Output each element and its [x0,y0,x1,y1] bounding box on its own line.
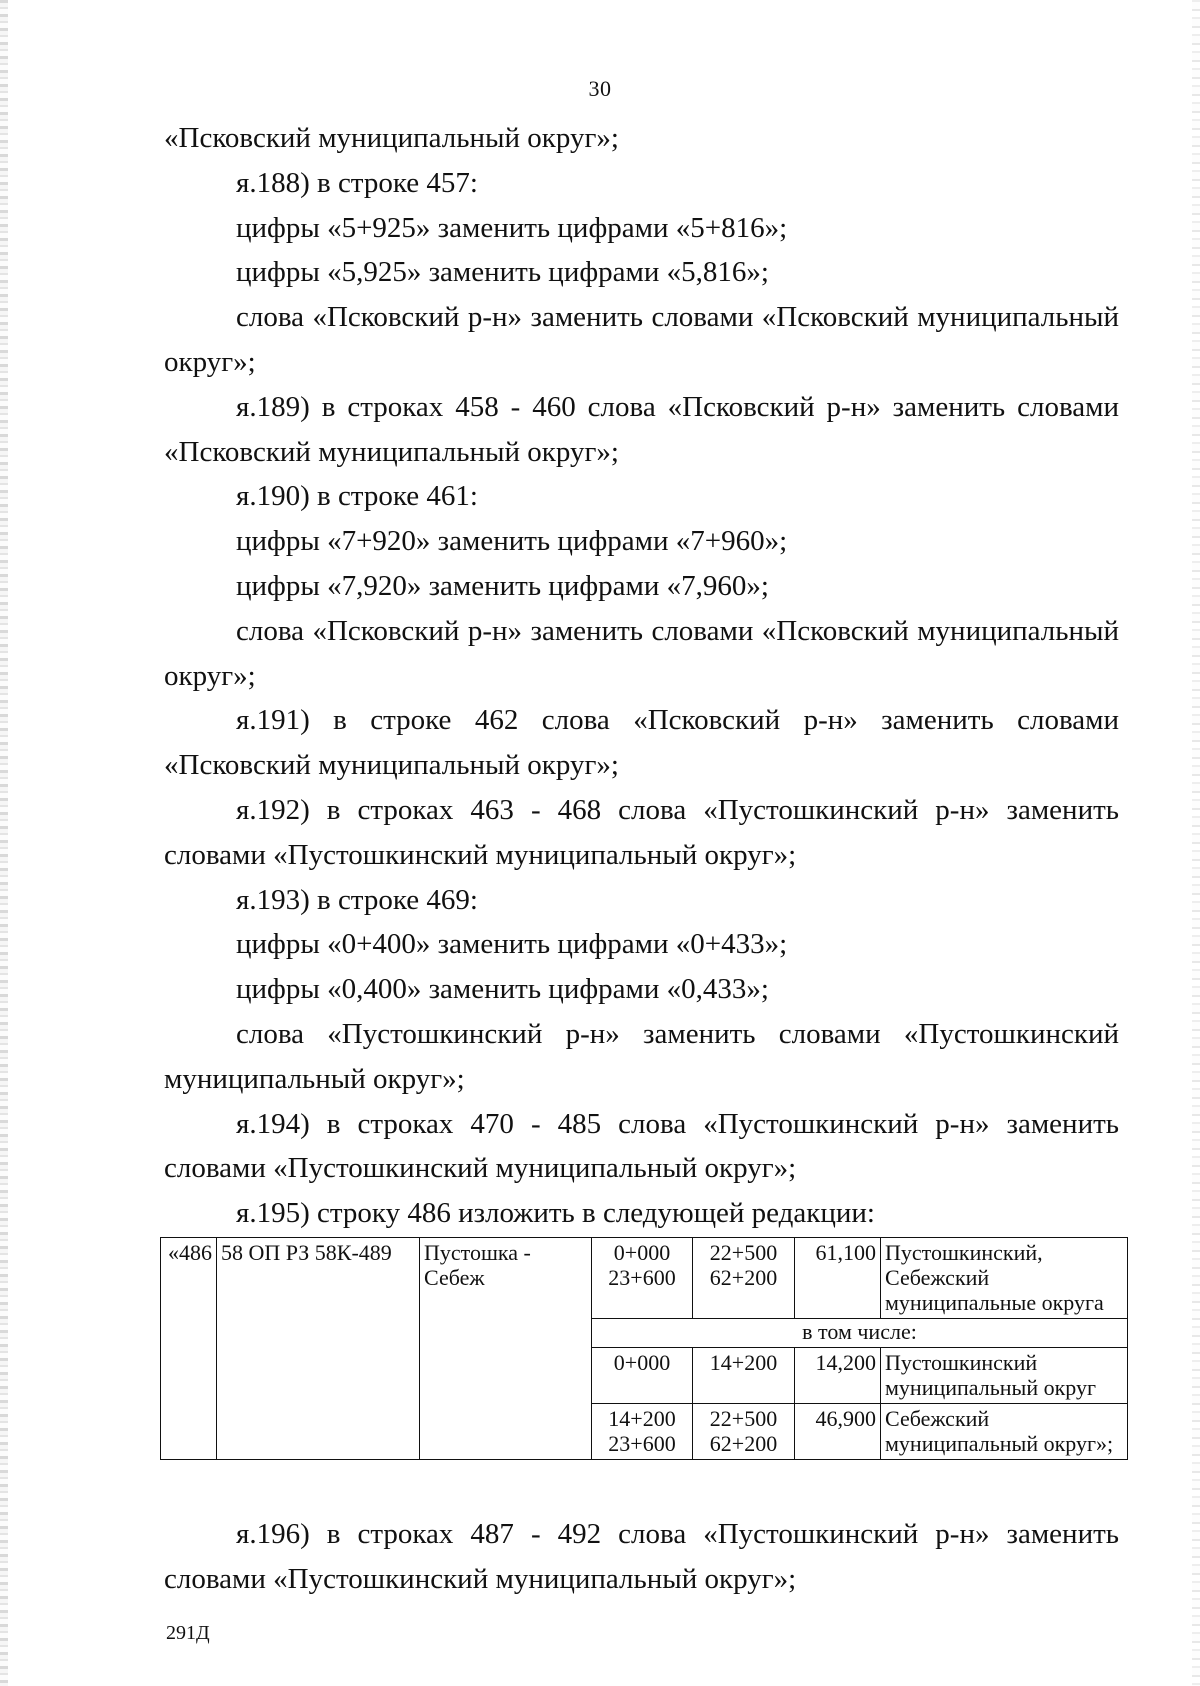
paragraph: я.188) в строке 457: [236,166,478,199]
scan-edge-right [1192,0,1200,1686]
end-km-value: 22+500 [709,1406,778,1431]
end-km-cell [693,1348,795,1404]
paragraph: я.194) в строках 470 - 485 слова «Пустошкинский р-н» заменить словами «Пустошкинский муниципальный округ»; [164,1107,1119,1185]
document-code: 291Д [166,1622,210,1644]
page-number: 30 [588,76,612,101]
paragraph: слова «Псковский р-н» заменить словами «Псковский муниципальный округ»; [164,614,1119,692]
paragraph: цифры «5+925» заменить цифрами «5+816»; [236,211,788,244]
paragraph: «Псковский муниципальный округ»; [164,122,619,154]
start-km-value: 14+200 [608,1406,676,1431]
road-id-cell: 58 ОП РЗ 58К-489 [217,1238,420,1460]
start-km-value: 0+000 [613,1240,671,1265]
paragraph: я.195) строку 486 изложить в следующей редакции: [236,1197,875,1230]
start-km-value: 23+600 [608,1431,676,1456]
amendment-text-after-table [164,1512,1119,1602]
road-row-table [160,1237,1128,1460]
paragraph: цифры «0,400» заменить цифрами «0,433»; [236,973,769,1006]
length-cell: 61,100 [795,1238,881,1319]
start-km-value: 23+600 [608,1265,676,1290]
start-km-cell [592,1404,693,1460]
end-km-cell [693,1404,795,1460]
length-cell: 14,200 [795,1348,881,1404]
area-cell: Пустошкинский муниципальный округ [881,1348,1128,1404]
paragraph: цифры «7+920» заменить цифрами «7+960»; [236,525,788,558]
table-row [161,1238,1128,1319]
start-km-cell [592,1348,693,1404]
area-cell: Себежский муниципальный округ»; [881,1404,1128,1460]
paragraph: цифры «0+400» заменить цифрами «0+433»; [236,928,788,961]
end-km-value: 62+200 [709,1265,778,1290]
row-number-cell: «486 [161,1238,217,1460]
paragraph: я.191) в строке 462 слова «Псковский р-н» заменить словами «Псковский муниципальный округ»; [164,704,1119,782]
end-km-cell [693,1238,795,1319]
paragraph: слова «Пустошкинский р-н» заменить словами «Пустошкинский муниципальный округ»; [164,1017,1119,1095]
scan-edge-left [0,0,8,1686]
road-name-cell: Пустошка - Себеж [420,1238,592,1460]
paragraph: слова «Псковский р-н» заменить словами «Псковский муниципальный округ»; [164,301,1119,378]
including-label-cell: в том числе: [592,1319,1128,1348]
end-km-value: 22+500 [709,1240,778,1265]
paragraph: я.189) в строках 458 - 460 слова «Псковский р-н» заменить словами «Псковский муниципальный округ»; [164,390,1119,468]
end-km-value: 62+200 [709,1431,778,1456]
area-cell: Пустошкинский, Себежский муниципальные округа [881,1238,1128,1319]
amendment-text [164,116,1119,1236]
paragraph: цифры «5,925» заменить цифрами «5,816»; [236,256,769,289]
length-cell: 46,900 [795,1404,881,1460]
paragraph: цифры «7,920» заменить цифрами «7,960»; [236,569,769,602]
end-km-value: 14+200 [709,1350,778,1375]
paragraph: я.196) в строках 487 - 492 слова «Пустошкинский р-н» заменить словами «Пустошкинский муниципальный округ»; [164,1518,1119,1595]
start-km-value: 0+000 [613,1350,671,1375]
start-km-cell [592,1238,693,1319]
paragraph: я.193) в строке 469: [236,883,478,916]
paragraph: я.190) в строке 461: [236,480,478,513]
paragraph: я.192) в строках 463 - 468 слова «Пустошкинский р-н» заменить словами «Пустошкинский муниципальный округ»; [164,793,1119,871]
